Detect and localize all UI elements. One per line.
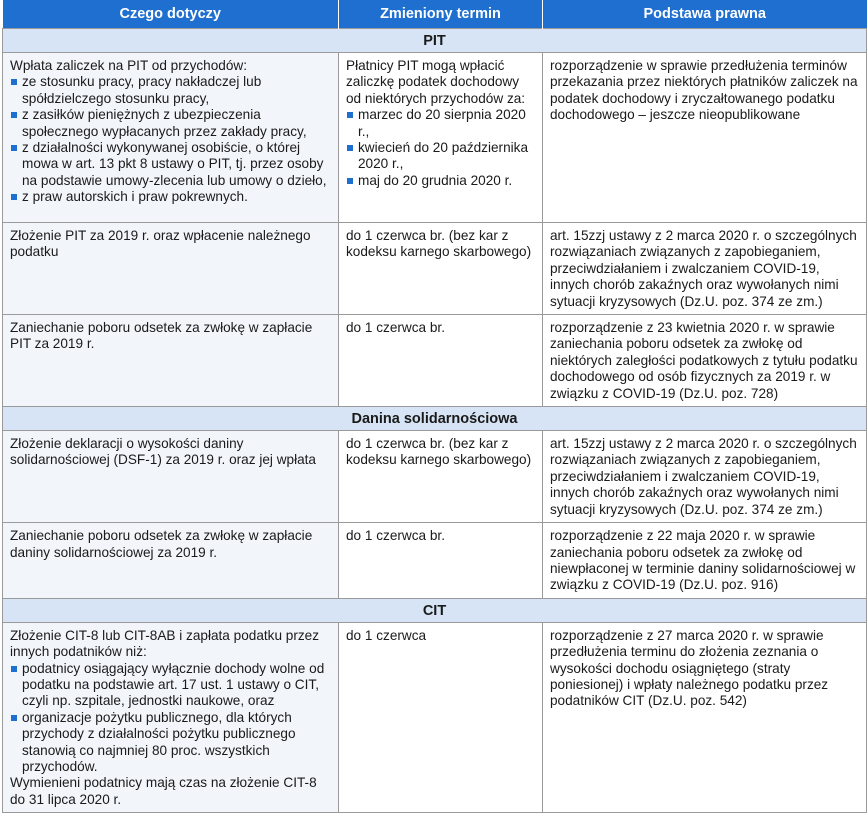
section-row-danina [3, 407, 867, 431]
cell-deadline: do 1 czerwca br. [339, 523, 543, 599]
cell-subject: Zaniechanie poboru odsetek za zwłokę w zapłacie PIT za 2019 r. [3, 315, 339, 407]
table-row [3, 523, 867, 599]
list-item: podatnicy osiągający wyłącznie dochody wolne od podatku na podstawie art. 17 ust. 1 ustawy o CIT, czyli np. szpitale, jednostki naukowe, oraz [10, 661, 333, 710]
table-row [3, 53, 867, 223]
cell-deadline: do 1 czerwca br. [339, 315, 543, 407]
tax-deadlines-table [2, 0, 867, 813]
list-item: z zasiłków pieniężnych z ubezpieczenia społecznego wypłacanych przez zakłady pracy, [10, 107, 333, 140]
list-item: marzec do 20 sierpnia 2020 r., [346, 107, 537, 140]
table-row [3, 315, 867, 407]
table-row [3, 431, 867, 523]
section-title-pit: PIT [3, 29, 867, 53]
cell-deadline [339, 53, 543, 223]
cell-legal-basis: rozporządzenie z 22 maja 2020 r. w sprawie zaniechania poboru odsetek za zwłokę od niewpłaconej w terminie daniny solidarnościowej w związku z COVID-19 (Dz.U. poz. 916) [543, 523, 867, 599]
list-item: ze stosunku pracy, pracy nakładczej lub spółdzielczego stosunku pracy, [10, 74, 333, 107]
cell-outro: Wymienieni podatnicy mają czas na złożenie CIT-8 do 31 lipca 2020 r. [10, 775, 317, 807]
cell-subject: Złożenie PIT za 2019 r. oraz wpłacenie należnego podatku [3, 223, 339, 315]
section-title-cit: CIT [3, 598, 867, 622]
bullet-list [10, 74, 333, 205]
cell-deadline: do 1 czerwca br. (bez kar z kodeksu karnego skarbowego) [339, 431, 543, 523]
header-czego-dotyczy: Czego dotyczy [3, 0, 339, 29]
cell-intro: Wpłata zaliczek na PIT od przychodów: [10, 58, 247, 73]
header-row [3, 0, 867, 29]
cell-subject [3, 53, 339, 223]
cell-deadline: do 1 czerwca [339, 622, 543, 812]
cell-legal-basis: rozporządzenie z 23 kwietnia 2020 r. w sprawie zaniechania poboru odsetek za zwłokę od niektórych zaległości podatkowych z tytułu podatku dochodowego od osób fizycznych za 2019 r. w związku z COVID-19 (Dz.U. poz. 728) [543, 315, 867, 407]
bullet-list [10, 661, 333, 776]
cell-legal-basis: art. 15zzj ustawy z 2 marca 2020 r. o szczególnych rozwiązaniach związanych z zapobieganiem, przeciwdziałaniem i zwalczaniem COVID-19, innych chorób zakaźnych oraz wywołanych nimi sytuacji kryzysowych (Dz.U. poz. 374 ze zm.) [543, 223, 867, 315]
cell-legal-basis: rozporządzenie w sprawie przedłużenia terminów przekazania przez niektórych płatników zaliczek na podatek dochodowy i zryczałtowanego podatku dochodowego – jeszcze nieopublikowane [543, 53, 867, 223]
list-item: z działalności wykonywanej osobiście, o której mowa w art. 13 pkt 8 ustawy o PIT, tj. przez osoby na podstawie umowy-zlecenia lub umowy o dzieło, [10, 140, 333, 189]
cell-legal-basis: art. 15zzj ustawy z 2 marca 2020 r. o szczególnych rozwiązaniach związanych z zapobieganiem, przeciwdziałaniem i zwalczaniem COVID-19, innych chorób zakaźnych oraz wywołanych nimi sytuacji kryzysowych (Dz.U. poz. 374 ze zm.) [543, 431, 867, 523]
list-item: z praw autorskich i praw pokrewnych. [10, 189, 333, 205]
bullet-list [346, 107, 537, 189]
cell-intro: Złożenie CIT-8 lub CIT-8AB i zapłata podatku przez innych podatników niż: [10, 627, 320, 660]
cell-subject: Zaniechanie poboru odsetek za zwłokę w zapłacie daniny solidarnościowej za 2019 r. [3, 523, 339, 599]
table-row [3, 223, 867, 315]
cell-legal-basis: rozporządzenie z 27 marca 2020 r. w sprawie przedłużenia terminu do złożenia zeznania o wysokości dochodu osiągniętego (straty poniesionej) i wpłaty należnego podatku przez podatników CIT (Dz.U. poz. 542) [543, 622, 867, 812]
list-item: kwiecień do 20 października 2020 r., [346, 140, 537, 173]
header-podstawa-prawna: Podstawa prawna [543, 0, 867, 29]
list-item: organizacje pożytku publicznego, dla których przychody z działalności pożytku publicznego stanowią co najmniej 80 proc. wszystkich przychodów. [10, 710, 333, 776]
section-title-danina: Danina solidarnościowa [3, 407, 867, 431]
cell-subject: Złożenie deklaracji o wysokości daniny solidarnościowej (DSF-1) za 2019 r. oraz jej wpłata [3, 431, 339, 523]
cell-intro: Płatnicy PIT mogą wpłacić zaliczkę podatek dochodowy od niektórych przychodów za: [346, 58, 526, 106]
cell-deadline: do 1 czerwca br. (bez kar z kodeksu karnego skarbowego) [339, 223, 543, 315]
header-zmieniony-termin: Zmieniony termin [339, 0, 543, 29]
list-item: maj do 20 grudnia 2020 r. [346, 173, 537, 189]
section-row-pit [3, 29, 867, 53]
section-row-cit [3, 598, 867, 622]
table-row [3, 622, 867, 812]
cell-subject [3, 622, 339, 812]
